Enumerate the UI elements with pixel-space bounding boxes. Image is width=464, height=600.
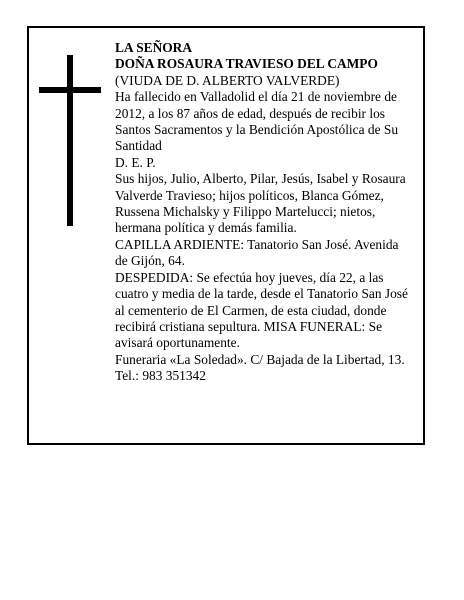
- cross-horizontal-bar: [39, 87, 101, 93]
- notice-heading: LA SEÑORA: [115, 40, 193, 55]
- family-paragraph: Sus hijos, Julio, Alberto, Pilar, Jesús, Isabel y Rosaura Valverde Travieso; hijos políticos, Blanca Gómez, Russena Michalsky y Filippo Martelucci; nietos, hermana política y demás familia.: [115, 171, 406, 236]
- cross-vertical-bar: [67, 55, 73, 226]
- death-paragraph: Ha fallecido en Valladolid el día 21 de noviembre de 2012, a los 87 años de edad, después de recibir los Santos Sacramentos y la Bendición Apostólica de Su Santidad: [115, 89, 399, 154]
- deceased-name: DOÑA ROSAURA TRAVIESO DEL CAMPO: [115, 56, 378, 72]
- obituary-notice: [27, 26, 425, 445]
- funeraria-paragraph: Funeraria «La Soledad». C/ Bajada de la Libertad, 13. Tel.: 983 351342: [115, 351, 405, 384]
- notice-text: [115, 40, 413, 385]
- latin-cross-icon: [39, 55, 101, 226]
- widow-line: (VIUDA DE D. ALBERTO VALVERDE): [115, 72, 340, 88]
- capilla-paragraph: CAPILLA ARDIENTE: Tanatorio San José. Avenida de Gijón, 64.: [115, 236, 399, 269]
- rip-line: D. E. P.: [115, 154, 156, 170]
- despedida-paragraph: DESPEDIDA: Se efectúa hoy jueves, día 22, a las cuatro y media de la tarde, desde el Tanatorio San José al cementerio de El Carmen, de esta ciudad, donde recibirá cristiana sepultura. MISA FUNERAL: Se avisará oportunamente.: [115, 269, 408, 351]
